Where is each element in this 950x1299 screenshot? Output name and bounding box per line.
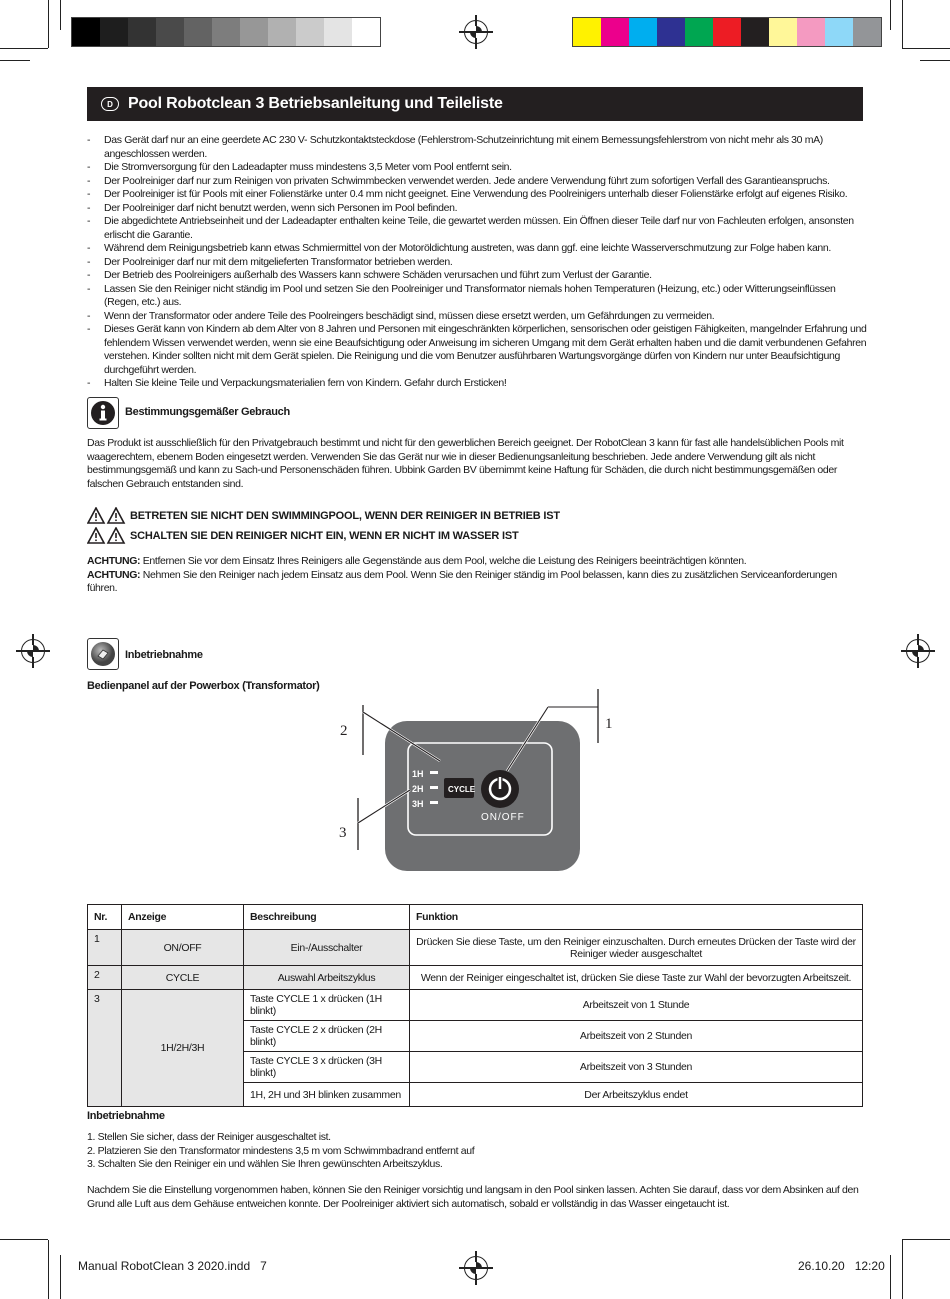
table-cell-funktion: Arbeitszeit von 3 Stunden bbox=[410, 1052, 863, 1083]
gray-swatch bbox=[324, 18, 352, 46]
table-row bbox=[88, 930, 863, 966]
color-swatch bbox=[741, 18, 769, 46]
gray-swatch bbox=[184, 18, 212, 46]
setup-heading: Inbetriebnahme bbox=[125, 649, 203, 661]
language-badge: D bbox=[101, 97, 119, 111]
table-cell-anzeige: ON/OFF bbox=[122, 930, 244, 966]
footer-file: Manual RobotClean 3 2020.indd 7 bbox=[78, 1259, 267, 1273]
control-panel-diagram bbox=[330, 685, 630, 875]
crop-mark bbox=[0, 60, 30, 61]
table-cell-anzeige: 1H/2H/3H bbox=[122, 990, 244, 1107]
list-item: - Während dem Reinigungsbetrieb kann etwas Schmiermittel von der Motoröldichtung austreten, was dann ggf. eine leichte Wasserverschmutzung zur Folge haben kann. bbox=[87, 242, 867, 256]
callout-number: 1 bbox=[605, 716, 613, 732]
crop-mark bbox=[60, 1255, 61, 1299]
list-item: - Dieses Gerät kann von Kindern ab dem Alter von 8 Jahren und Personen mit eingeschränkten körperlichen, sensorischen oder geistigen Fähigkeiten, mangelnder Erfahrung und fehlendem Wissen verwendet werden, wenn sie eine Beaufsichtigung oder Anweisung im sicheren Umgang mit dem Gerät erhalten haben und die damit verbundenen Gefahren verstehen. Kinder sollten nicht mit dem Gerät spielen. Die Reinigung und die vom Benutzer ausführbaren Wartungsvorgänge dürfen von Kindern nur unter Beaufsichtigung durchgeführt werden. bbox=[87, 323, 867, 377]
setup-icon bbox=[87, 638, 119, 670]
footer-date: 26.10.20 12:20 bbox=[798, 1259, 885, 1273]
table-cell-beschreibung: Taste CYCLE 1 x drücken (1H blinkt) bbox=[244, 990, 410, 1021]
steps-heading: Inbetriebnahme bbox=[87, 1110, 165, 1122]
steps-list bbox=[87, 1131, 865, 1172]
registration-mark-icon bbox=[464, 1256, 488, 1280]
usage-heading: Bestimmungsgemäßer Gebrauch bbox=[125, 406, 290, 418]
table-row bbox=[88, 990, 863, 1021]
gray-swatch bbox=[352, 18, 380, 46]
list-item: - Die abgedichtete Antriebseinheit und der Ladeadapter enthalten keine Teile, die gewartet werden müssen. Ein Öffnen dieser Teile darf nur von Fachleuten erfolgen, ansonsten erlischt die Garantie. bbox=[87, 215, 867, 242]
crop-mark bbox=[0, 1239, 48, 1240]
table-cell-nr: 1 bbox=[88, 930, 122, 966]
crop-mark bbox=[920, 60, 950, 61]
crop-mark bbox=[60, 0, 61, 30]
list-item: 2. Platzieren Sie den Transformator mindestens 3,5 m vom Schwimmbadrand entfernt auf bbox=[87, 1144, 475, 1157]
color-swatch bbox=[573, 18, 601, 46]
list-item: - Der Poolreiniger darf nicht benutzt werden, wenn sich Personen im Pool befinden. bbox=[87, 202, 867, 216]
table-cell-beschreibung: Taste CYCLE 3 x drücken (3H blinkt) bbox=[244, 1052, 410, 1083]
table-cell-funktion: Der Arbeitszyklus endet bbox=[410, 1083, 863, 1107]
gray-swatch bbox=[156, 18, 184, 46]
color-swatch bbox=[853, 18, 881, 46]
crop-mark bbox=[0, 48, 48, 49]
list-item: - Der Poolreiniger darf nur mit dem mitgelieferten Transformator betrieben werden. bbox=[87, 256, 867, 270]
table-cell-nr: 3 bbox=[88, 990, 122, 1107]
gray-swatch bbox=[240, 18, 268, 46]
table-cell-beschreibung: Ein-/Ausschalter bbox=[244, 930, 410, 966]
crop-mark bbox=[902, 48, 950, 49]
gray-swatch bbox=[128, 18, 156, 46]
gray-swatch bbox=[100, 18, 128, 46]
table-cell-funktion: Wenn der Reiniger eingeschaltet ist, drücken Sie diese Taste zur Wahl der bevorzugten Arbeitszeit. bbox=[410, 966, 863, 990]
page-title-bar bbox=[87, 87, 863, 121]
color-swatch bbox=[825, 18, 853, 46]
safety-list bbox=[87, 134, 867, 391]
registration-mark-icon bbox=[906, 639, 930, 663]
table-cell-beschreibung: 1H, 2H und 3H blinken zusammen bbox=[244, 1083, 410, 1107]
page-title: Pool Robotclean 3 Betriebsanleitung und Teileliste bbox=[128, 95, 503, 112]
color-swatch bbox=[797, 18, 825, 46]
color-swatch-bar bbox=[572, 17, 882, 47]
list-item: - Das Gerät darf nur an eine geerdete AC 230 V- Schutzkontaktsteckdose (Fehlerstrom-Schutzeinrichtung mit einem Bemessungsfehlerstrom von nicht mehr als 30 mA) angeschlossen werden. bbox=[87, 134, 867, 161]
crop-mark bbox=[890, 1255, 891, 1299]
led-label-1h: 1H bbox=[412, 769, 424, 779]
list-item: - Der Betrieb des Poolreinigers außerhalb des Wassers kann schwere Schäden verursachen und führt zum Verlust der Garantie. bbox=[87, 269, 867, 283]
list-item: 3. Schalten Sie den Reiniger ein und wählen Sie Ihren gewünschten Arbeitszyklus. bbox=[87, 1158, 443, 1170]
table-header: Beschreibung bbox=[244, 905, 410, 930]
table-header-row bbox=[88, 905, 863, 930]
warning-text: SCHALTEN SIE DEN REINIGER NICHT EIN, WENN ER NICHT IM WASSER IST bbox=[130, 530, 519, 542]
list-item: - Halten Sie kleine Teile und Verpackungsmaterialien fern von Kindern. Gefahr durch Ersticken! bbox=[87, 377, 867, 391]
control-table bbox=[87, 904, 863, 1107]
color-swatch bbox=[657, 18, 685, 46]
list-item: - Der Poolreiniger ist für Pools mit einer Folienstärke unter 0.4 mm nicht geeignet. Eine Verwendung des Poolreinigers unterhalb dieser Folienstärke erfolgt auf eigenes Risiko. bbox=[87, 188, 867, 202]
warning-line bbox=[87, 507, 560, 525]
power-button-label: ON/OFF bbox=[481, 812, 525, 823]
gray-swatch bbox=[296, 18, 324, 46]
registration-mark-icon bbox=[464, 20, 488, 44]
led-indicator bbox=[430, 771, 438, 774]
list-item: - Der Poolreiniger darf nur zum Reinigen von privaten Schwimmbecken verwendet werden. Jede andere Verwendung führt zum sofortigen Verfall des Garantieanspruchs. bbox=[87, 175, 867, 189]
table-header: Funktion bbox=[410, 905, 863, 930]
crop-mark bbox=[890, 0, 891, 30]
warning-triangle-icon bbox=[87, 507, 127, 525]
gray-swatch bbox=[268, 18, 296, 46]
warning-line bbox=[87, 527, 519, 545]
achtung-label: ACHTUNG: bbox=[87, 568, 141, 581]
led-label-3h: 3H bbox=[412, 799, 424, 809]
achtung-text: Nehmen Sie den Reiniger nach jedem Einsatz aus dem Pool. Wenn Sie den Reiniger ständig im Pool belassen, kann dies zu zusätzlichen Serviceanforderungen führen. bbox=[87, 568, 837, 594]
table-cell-funktion: Arbeitszeit von 1 Stunde bbox=[410, 990, 863, 1021]
warning-triangle-icon bbox=[87, 527, 127, 545]
achtung-text: Entfernen Sie vor dem Einsatz Ihres Reinigers alle Gegenstände aus dem Pool, welche die Leistung des Reinigers beeinträchtigen könnten. bbox=[140, 555, 747, 567]
gray-swatch bbox=[72, 18, 100, 46]
cycle-button-label: CYCLE bbox=[448, 785, 476, 794]
registration-mark-icon bbox=[21, 639, 45, 663]
table-cell-funktion: Arbeitszeit von 2 Stunden bbox=[410, 1021, 863, 1052]
list-item: - Lassen Sie den Reiniger nicht ständig im Pool und setzen Sie den Poolreiniger und Transformator niemals hohen Temperaturen (Heizung, etc.) oder Witterungseinflüssen (Regen, etc.) aus. bbox=[87, 283, 867, 310]
table-header: Nr. bbox=[88, 905, 122, 930]
led-label-2h: 2H bbox=[412, 784, 424, 794]
crop-mark bbox=[902, 0, 903, 48]
usage-paragraph: Das Produkt ist ausschließlich für den Privatgebrauch bestimmt und nicht für den gewerblichen Bereich geeignet. Der RobotClean 3 kann für fast alle handelsüblichen Pools mit waagerechtem, ebenem Boden eingesetzt werden. Verwenden Sie das Gerät nur wie in dieser Bedienungsanleitung beschrieben. Jede andere Verwendung gilt als nicht bestimmungsgemäß und kann zu Sach-und Personenschäden führen. Ubbink Garden BV übernimmt keine Haftung für Schäden, die durch nicht bestimmungsgemäßen oder falschen Gebrauch entstanden sind. bbox=[87, 437, 844, 490]
info-icon bbox=[87, 397, 119, 429]
callout-number: 2 bbox=[340, 723, 348, 739]
table-cell-nr: 2 bbox=[88, 966, 122, 990]
crop-mark bbox=[48, 1240, 49, 1299]
crop-mark bbox=[902, 1240, 903, 1299]
color-swatch bbox=[685, 18, 713, 46]
achtung-note bbox=[87, 555, 865, 596]
led-indicator bbox=[430, 786, 438, 789]
callout-number: 3 bbox=[339, 825, 347, 841]
gray-swatch-bar bbox=[71, 17, 381, 47]
color-swatch bbox=[713, 18, 741, 46]
list-item: - Wenn der Transformator oder andere Teile des Poolreingers beschädigt sind, müssen diese ersetzt werden, um Gefährdungen zu vermeiden. bbox=[87, 310, 867, 324]
table-cell-funktion: Drücken Sie diese Taste, um den Reiniger einzuschalten. Durch erneutes Drücken der Taste wird der Reiniger wieder ausgeschaltet bbox=[410, 930, 863, 966]
crop-mark bbox=[48, 0, 49, 48]
crop-mark bbox=[902, 1239, 950, 1240]
table-header: Anzeige bbox=[122, 905, 244, 930]
table-row bbox=[88, 966, 863, 990]
color-swatch bbox=[601, 18, 629, 46]
achtung-label: ACHTUNG: bbox=[87, 555, 141, 567]
panel-heading: Bedienpanel auf der Powerbox (Transformator) bbox=[87, 680, 320, 692]
closing-paragraph: Nachdem Sie die Einstellung vorgenommen haben, können Sie den Reiniger vorsichtig und langsam in den Pool sinken lassen. Achten Sie darauf, dass vor dem Absinken auf den Grund alle Luft aus dem Gehäuse entweichen konnte. Der Poolreiniger aktiviert sich automatisch, sobald er vollständig in das Wasser eingetaucht ist. bbox=[87, 1184, 859, 1210]
led-indicator bbox=[430, 801, 438, 804]
warning-text: BETRETEN SIE NICHT DEN SWIMMINGPOOL, WENN DER REINIGER IN BETRIEB IST bbox=[130, 510, 560, 522]
table-cell-beschreibung: Taste CYCLE 2 x drücken (2H blinkt) bbox=[244, 1021, 410, 1052]
list-item: - Die Stromversorgung für den Ladeadapter muss mindestens 3,5 Meter vom Pool entfernt sein. bbox=[87, 161, 867, 175]
table-cell-anzeige: CYCLE bbox=[122, 966, 244, 990]
color-swatch bbox=[629, 18, 657, 46]
color-swatch bbox=[769, 18, 797, 46]
gray-swatch bbox=[212, 18, 240, 46]
table-cell-beschreibung: Auswahl Arbeitszyklus bbox=[244, 966, 410, 990]
list-item: 1. Stellen Sie sicher, dass der Reiniger ausgeschaltet ist. bbox=[87, 1131, 331, 1143]
